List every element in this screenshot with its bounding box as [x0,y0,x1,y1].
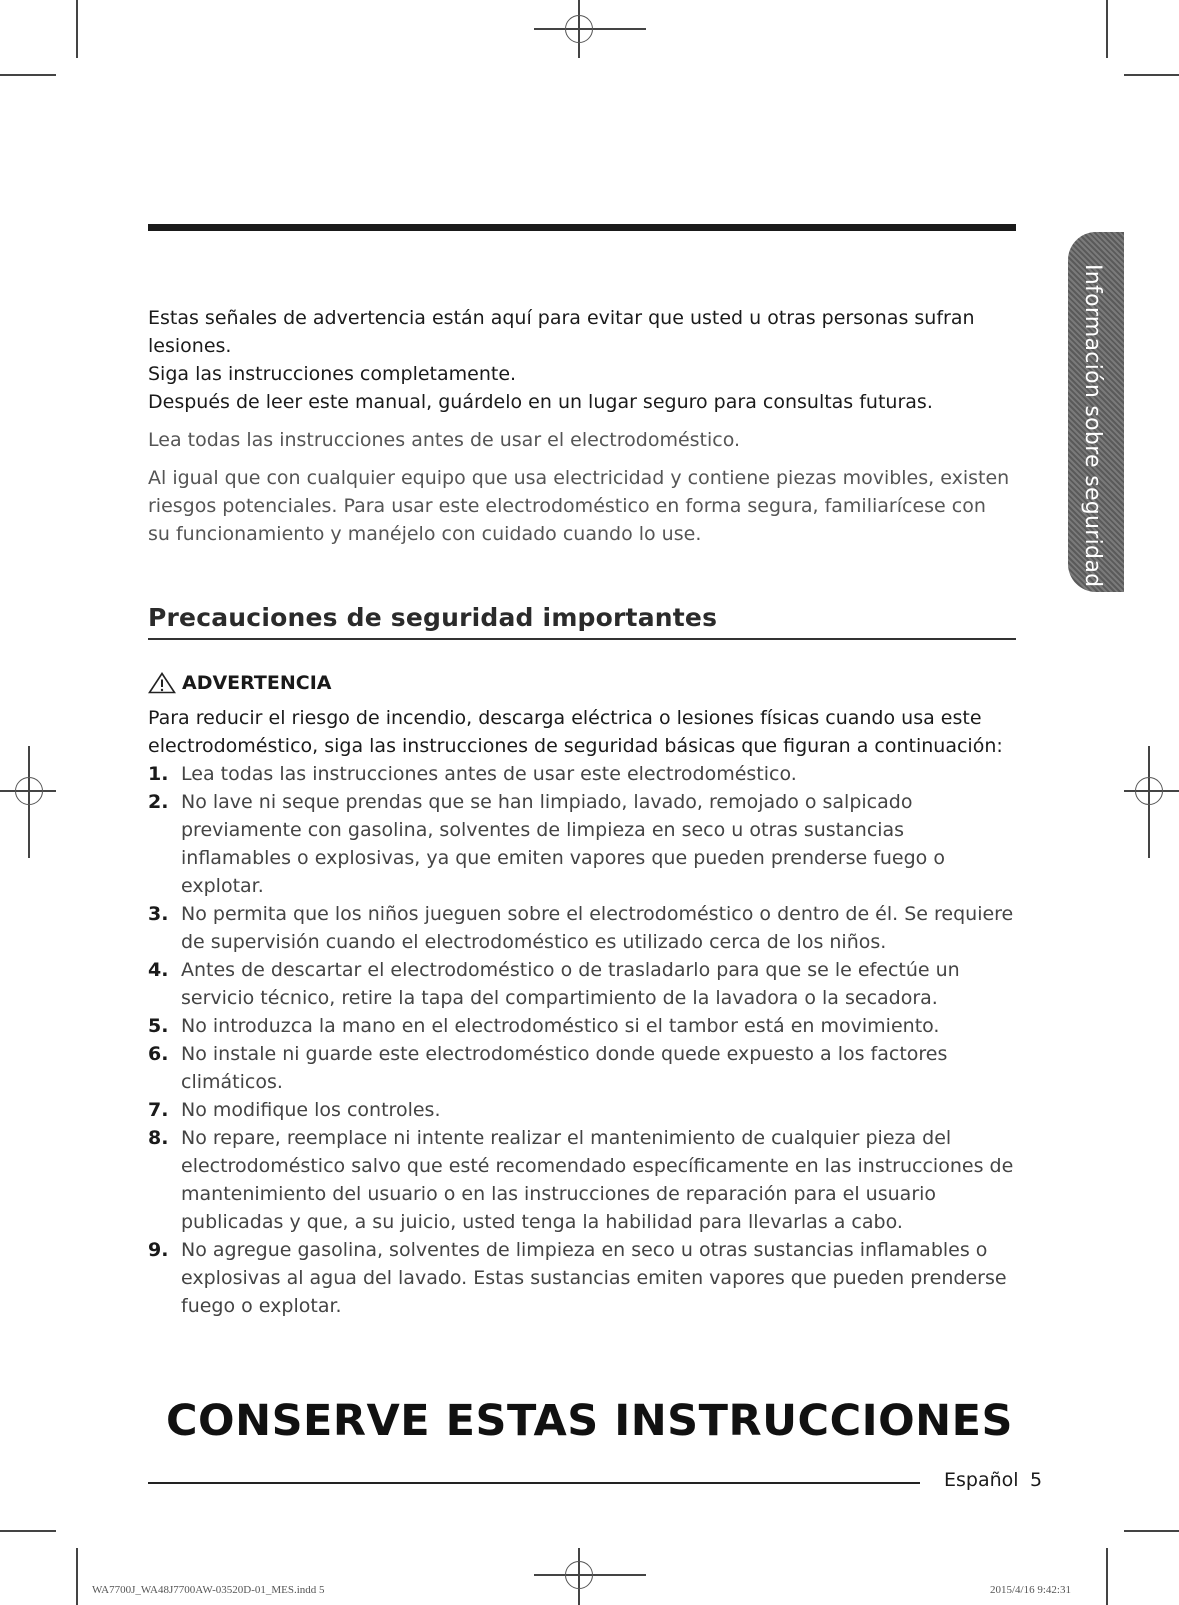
list-item [148,1040,1018,1096]
list-item [148,900,1018,956]
crop-mark [1124,74,1179,76]
item-number: 2. [148,791,169,813]
list-item [148,1236,1018,1320]
item-number: 8. [148,1127,169,1149]
crop-mark [1106,0,1108,58]
list-item [148,1012,1018,1040]
item-text: No introduzca la mano en el electrodoméstico si el tambor está en movimiento. [181,1015,940,1037]
intro-block [148,304,1010,548]
item-number: 7. [148,1099,169,1121]
list-item [148,956,1018,1012]
section-side-tab [1068,232,1124,592]
item-text: No repare, reemplace ni intente realizar el mantenimiento de cualquier pieza del electrodoméstico salvo que esté recomendado específicamente en las instrucciones de mantenimiento del usuario o en las instrucciones de reparación para el usuario publicadas y que, a su juicio, usted tenga la habilidad para llevarlas a cabo. [181,1127,1014,1233]
side-tab-label: Información sobre seguridad [1080,264,1105,588]
registration-mark [1135,777,1163,805]
crop-mark [0,1530,56,1532]
warning-heading [148,672,332,694]
warning-body: Para reducir el riesgo de incendio, descarga eléctrica o lesiones físicas cuando usa este electrodoméstico, siga las instrucciones de seguridad básicas que figuran a continuación: [148,707,1003,757]
item-text: Antes de descartar el electrodoméstico o de trasladarlo para que se le efectúe un servicio técnico, retire la tapa del compartimiento de la lavadora o la secadora. [181,959,960,1009]
item-text: No lave ni seque prendas que se han limpiado, lavado, remojado o salpicado previamente con gasolina, solventes de limpieza en seco u otras sustancias inflamables o explosivas, ya que emiten vapores que pueden prenderse fuego o explotar. [181,791,945,897]
intro-read-text: Lea todas las instrucciones antes de usar el electrodoméstico. [148,429,741,451]
item-text: No instale ni guarde este electrodoméstico donde quede expuesto a los factores climáticos. [181,1043,948,1093]
item-number: 5. [148,1015,169,1037]
registration-mark [565,15,593,43]
item-text: No agregue gasolina, solventes de limpieza en seco u otras sustancias inflamables o explosivas al agua del lavado. Estas sustancias emiten vapores que pueden prenderse fuego o explotar. [181,1239,1007,1317]
item-number: 6. [148,1043,169,1065]
header-rule [148,224,1016,231]
crop-mark [76,1548,78,1605]
list-item [148,760,1018,788]
page-number: 5 [1030,1469,1043,1491]
item-number: 4. [148,959,169,981]
print-slug-file: WA7700J_WA48J7700AW-03520D-01_MES.indd 5 [92,1584,325,1596]
registration-mark [565,1561,593,1589]
intro-risk-text: Al igual que con cualquier equipo que usa electricidad y contiene piezas movibles, existen riesgos potenciales. Para usar este electrodoméstico en forma segura, familiarícese con su funcionamiento y manéjelo con cuidado cuando lo use. [148,467,1010,545]
list-item [148,788,1018,900]
list-item [148,1096,1018,1124]
item-text: Lea todas las instrucciones antes de usar este electrodoméstico. [181,763,797,785]
crop-mark [76,0,78,58]
warning-label: ADVERTENCIA [182,672,332,694]
intro-warning-text: Estas señales de advertencia están aquí para evitar que usted u otras personas sufran lesiones. [148,307,975,357]
section-title: Precauciones de seguridad importantes [148,603,1016,640]
item-text: No modifique los controles. [181,1099,441,1121]
intro-follow-text: Siga las instrucciones completamente. [148,363,517,385]
crop-mark [0,74,56,76]
registration-mark [15,777,43,805]
list-item [148,1124,1018,1236]
item-number: 1. [148,763,169,785]
safety-list [148,760,1018,1320]
item-number: 9. [148,1239,169,1261]
item-text: No permita que los niños jueguen sobre el electrodoméstico o dentro de él. Se requiere de supervisión cuando el electrodoméstico es utilizado cerca de los niños. [181,903,1014,953]
crop-mark [1106,1548,1108,1605]
footer-language: Español [944,1469,1019,1491]
warning-triangle-icon [148,672,176,694]
keep-instructions-banner: CONSERVE ESTAS INSTRUCCIONES [165,1396,1014,1446]
item-number: 3. [148,903,169,925]
print-slug-date: 2015/4/16 9:42:31 [990,1584,1071,1596]
footer-rule [148,1482,920,1484]
intro-keep-text: Después de leer este manual, guárdelo en un lugar seguro para consultas futuras. [148,391,933,413]
crop-mark [1124,1530,1179,1532]
